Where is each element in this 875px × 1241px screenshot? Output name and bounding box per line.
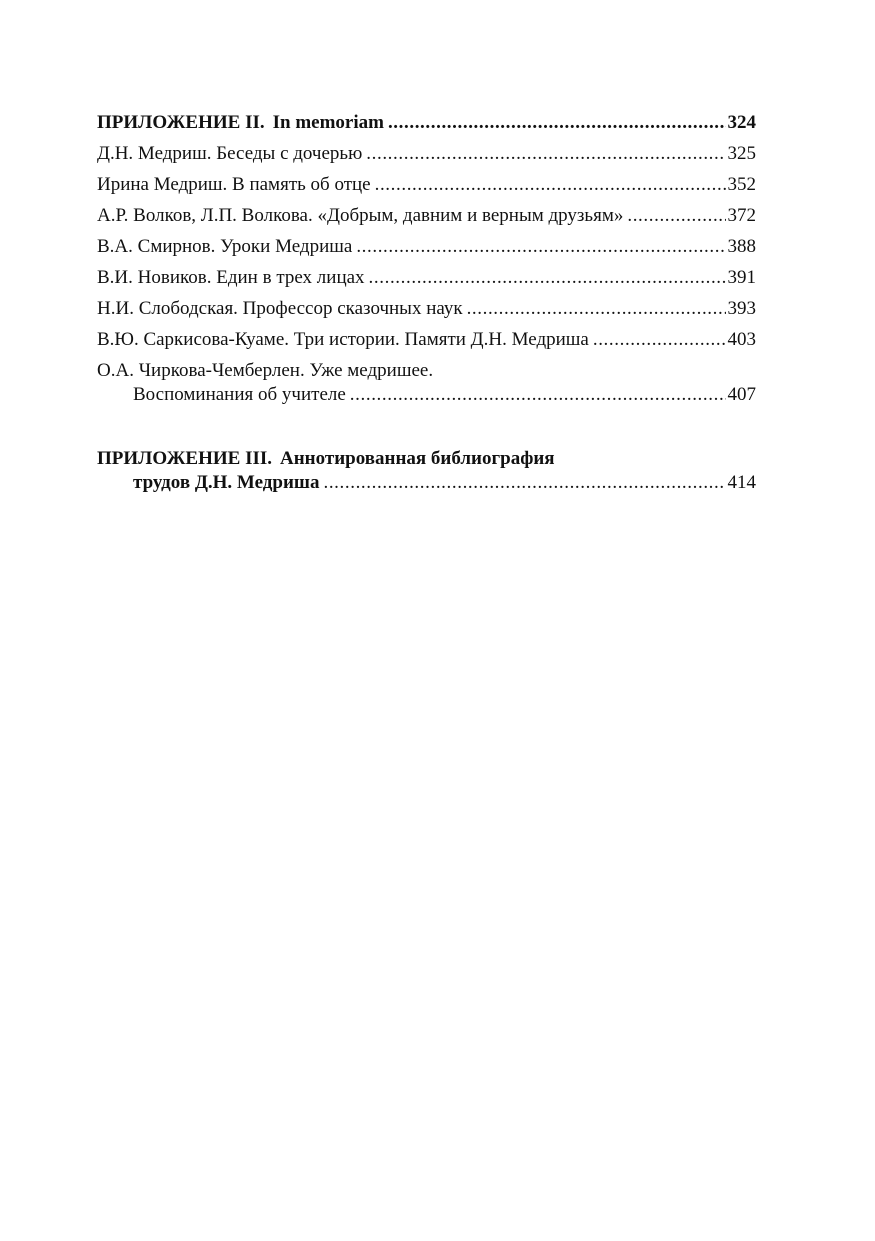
- toc-entry[interactable]: [97, 235, 756, 259]
- toc-entry[interactable]: [97, 266, 756, 290]
- toc-page-number: 403: [727, 329, 756, 350]
- dot-leader: [323, 471, 725, 495]
- toc-entry[interactable]: [97, 328, 756, 352]
- dot-leader: [350, 383, 726, 407]
- toc-page-number: 391: [727, 267, 756, 288]
- toc-page-number: 414: [727, 472, 756, 493]
- dot-leader: [375, 173, 726, 197]
- table-of-contents: [97, 111, 756, 495]
- dot-leader: [356, 235, 725, 259]
- toc-entry-title: ПРИЛОЖЕНИЕ II. In memoriam: [97, 112, 384, 133]
- dot-leader: [467, 297, 726, 321]
- toc-entry-appendix-2[interactable]: [97, 111, 756, 135]
- toc-page-number: 324: [727, 112, 756, 133]
- toc-entry-title: В.Ю. Саркисова-Куаме. Три истории. Памяти Д.Н. Медриша: [97, 329, 589, 350]
- toc-entry-line-2: [97, 471, 756, 495]
- toc-entry-title: В.И. Новиков. Един в трех лицах: [97, 267, 365, 288]
- toc-entry-title: В.А. Смирнов. Уроки Медриша: [97, 236, 353, 257]
- toc-entry-title-line-1: ПРИЛОЖЕНИЕ III. Аннотированная библиография: [97, 448, 555, 469]
- toc-entry-title-line-2: трудов Д.Н. Медриша: [133, 472, 320, 493]
- toc-page-number: 372: [727, 205, 756, 226]
- dot-leader: [627, 204, 725, 228]
- toc-entry-title-line-1: О.А. Чиркова-Чемберлен. Уже медришее.: [97, 360, 434, 381]
- toc-entry-title: Д.Н. Медриш. Беседы с дочерью: [97, 143, 363, 164]
- toc-page-number: 393: [727, 298, 756, 319]
- dot-leader: [388, 111, 726, 135]
- toc-page-number: 352: [727, 174, 756, 195]
- toc-page-number: 407: [727, 384, 756, 405]
- toc-entry[interactable]: [97, 297, 756, 321]
- toc-page-number: 325: [727, 143, 756, 164]
- toc-entry[interactable]: [97, 173, 756, 197]
- toc-entry-title: Ирина Медриш. В память об отце: [97, 174, 371, 195]
- dot-leader: [366, 142, 725, 166]
- toc-entry-appendix-3[interactable]: [97, 447, 756, 495]
- toc-entry-line-2: [97, 383, 756, 407]
- toc-entry[interactable]: [97, 142, 756, 166]
- toc-entry-title: А.Р. Волков, Л.П. Волкова. «Добрым, давним и верным друзьям»: [97, 205, 624, 226]
- dot-leader: [593, 328, 726, 352]
- dot-leader: [369, 266, 726, 290]
- toc-page-number: 388: [727, 236, 756, 257]
- toc-entry-title-line-2: Воспоминания об учителе: [133, 384, 346, 405]
- toc-entry[interactable]: [97, 204, 756, 228]
- toc-entry-multiline[interactable]: [97, 359, 756, 407]
- toc-entry-title: Н.И. Слободская. Профессор сказочных наук: [97, 298, 463, 319]
